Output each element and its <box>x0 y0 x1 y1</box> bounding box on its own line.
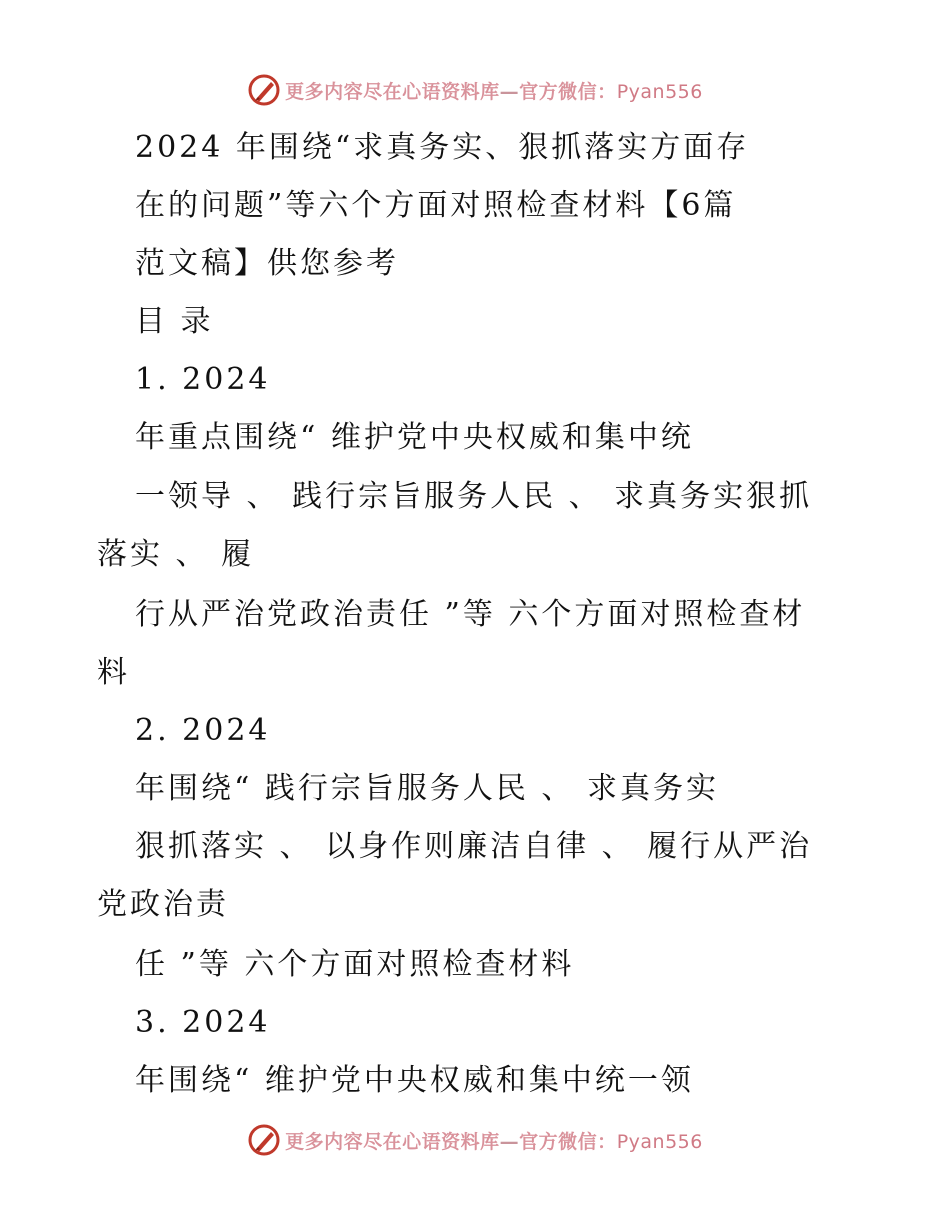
toc-item-1-line-5: 料 <box>97 655 130 690</box>
watermark-text <box>285 77 703 104</box>
toc-item-1-line-3: 落实 、 履 <box>97 537 255 572</box>
footer-watermark <box>0 1120 950 1160</box>
watermark-main-text: 更多内容尽在心语资料库 <box>285 1130 500 1153</box>
watermark-main-text: 更多内容尽在心语资料库 <box>285 80 500 103</box>
watermark-dash: — <box>499 80 520 103</box>
toc-heading: 目 录 <box>135 304 214 339</box>
toc-item-2-line-1: 年围绕“ 践行宗旨服务人民 、 求真务实 <box>135 771 719 806</box>
watermark-label: 官方微信 <box>519 80 598 103</box>
watermark-separator: ： <box>597 80 617 103</box>
toc-item-1-line-1: 年重点围绕“ 维护党中央权威和集中统 <box>135 420 694 455</box>
title-line-3: 范文稿】供您参考 <box>135 246 399 281</box>
toc-item-2-number: 2. 2024 <box>135 713 271 748</box>
toc-item-2-line-3: 党政治责 <box>97 887 229 922</box>
watermark-label: 官方微信 <box>519 1130 598 1153</box>
watermark-text <box>285 1127 703 1154</box>
toc-item-1-line-4: 行从严治党政治责任 ”等 六个方面对照检查材 <box>135 597 806 632</box>
title-line-1: 2024 年围绕“求真务实、狠抓落实方面存 <box>135 130 750 165</box>
toc-item-1-number: 1. 2024 <box>135 362 271 397</box>
toc-item-3-number: 3. 2024 <box>135 1005 271 1040</box>
title-line-2: 在的问题”等六个方面对照检查材料【6篇 <box>135 188 737 223</box>
toc-item-3-line-1: 年围绕“ 维护党中央权威和集中统一领 <box>135 1063 694 1098</box>
watermark-account: Pyan556 <box>616 80 703 103</box>
pen-logo-icon <box>247 1123 281 1157</box>
watermark-separator: ： <box>597 1130 617 1153</box>
watermark-dash: — <box>499 1130 520 1153</box>
header-watermark <box>0 70 950 110</box>
toc-item-2-line-2: 狠抓落实 、 以身作则廉洁自律 、 履行从严治 <box>135 829 813 864</box>
toc-item-2-line-4: 任 ”等 六个方面对照检查材料 <box>135 947 575 982</box>
toc-item-1-line-2: 一领导 、 践行宗旨服务人民 、 求真务实狠抓 <box>135 479 813 514</box>
pen-logo-icon <box>247 73 281 107</box>
watermark-account: Pyan556 <box>616 1130 703 1153</box>
